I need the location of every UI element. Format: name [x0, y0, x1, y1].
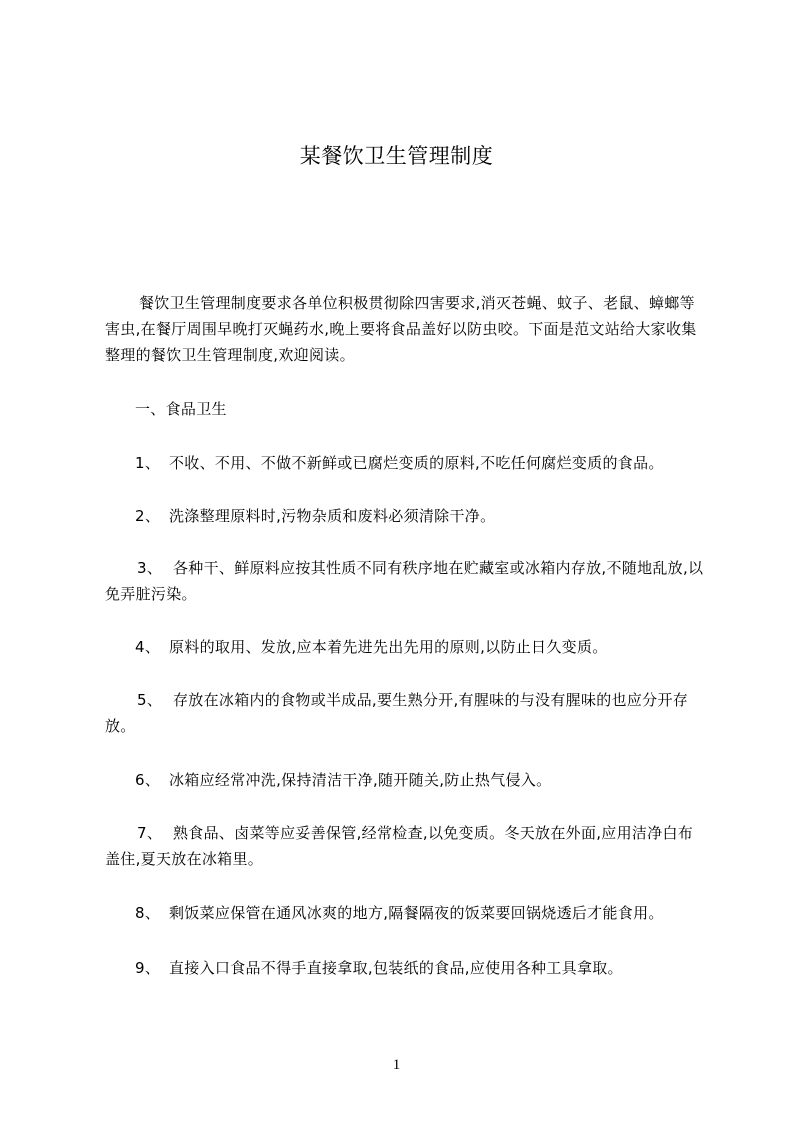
item-number: 3、 [137, 559, 163, 577]
intro-paragraph: 餐饮卫生管理制度要求各单位积极贯彻除四害要求,消灭苍蝇、蚊子、老鼠、蟑螂等害虫,在餐厅周围早晚打灭蝇药水,晚上要将食品盖好以防虫咬。下面是范文站给大家收集整理的餐饮卫生管理制度,欢迎阅读。 [105, 294, 697, 364]
document-title: 某餐饮卫生管理制度 [299, 144, 494, 168]
item-number: 7、 [137, 824, 163, 842]
list-item-6 [105, 767, 705, 793]
item-number: 4、 [135, 638, 161, 656]
list-item-4 [105, 634, 705, 660]
list-item-7 [105, 820, 705, 872]
item-text: 直接入口食品不得手直接拿取,包装纸的食品,应使用各种工具拿取。 [169, 959, 623, 977]
list-item-2 [105, 503, 705, 529]
page-number: 1 [392, 1057, 401, 1073]
item-number: 2、 [135, 507, 161, 525]
item-number: 8、 [135, 904, 161, 922]
list-item-3 [105, 555, 705, 607]
item-text: 各种干、鲜原料应按其性质不同有秩序地在贮藏室或冰箱内存放,不随地乱放,以免弄脏污染。 [105, 559, 704, 603]
section-heading: 一、食品卫生 [135, 400, 227, 418]
list-item-5 [105, 687, 705, 739]
item-text: 不收、不用、不做不新鲜或已腐烂变质的原料,不吃任何腐烂变质的食品。 [169, 454, 664, 472]
item-text: 洗涤整理原料时,污物杂质和废料必须清除干净。 [169, 507, 496, 525]
item-text: 存放在冰箱内的食物或半成品,要生熟分开,有腥味的与没有腥味的也应分开存放。 [105, 691, 689, 735]
list-item-1 [105, 450, 705, 476]
item-number: 5、 [137, 691, 163, 709]
list-item-9 [105, 955, 705, 981]
item-text: 原料的取用、发放,应本着先进先出先用的原则,以防止日久变质。 [169, 638, 608, 656]
item-number: 1、 [135, 454, 161, 472]
item-text: 剩饭菜应保管在通风冰爽的地方,隔餐隔夜的饭菜要回锅烧透后才能食用。 [169, 904, 664, 922]
item-text: 冰箱应经常冲洗,保持清洁干净,随开随关,防止热气侵入。 [169, 771, 552, 789]
item-number: 6、 [135, 771, 161, 789]
list-item-8 [105, 900, 705, 926]
item-number: 9、 [135, 959, 161, 977]
item-text: 熟食品、卤菜等应妥善保管,经常检查,以免变质。冬天放在外面,应用洁净白布盖住,夏天放在冰箱里。 [105, 824, 694, 868]
